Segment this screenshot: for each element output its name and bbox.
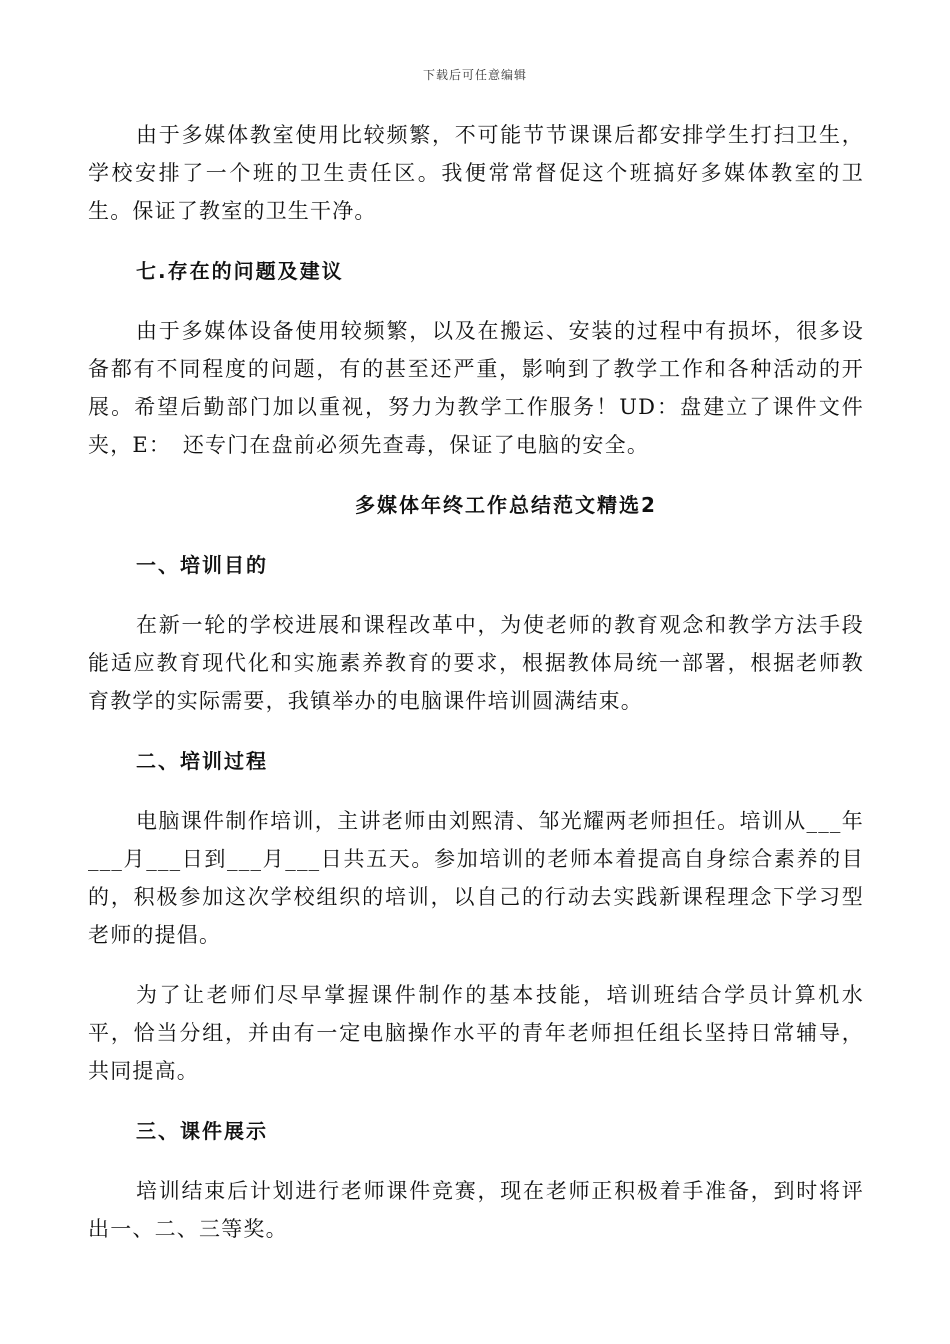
paragraph-courseware-competition: 培训结束后计划进行老师课件竞赛，现在老师正积极着手准备，到时将评出一、二、三等奖。 (88, 1179, 864, 1241)
paragraph-classroom-hygiene: 由于多媒体教室使用比较频繁，不可能节节课课后都安排学生打扫卫生，学校安排了一个班的卫生责任区。我便常常督促这个班搞好多媒体教室的卫生。保证了教室的卫生干净。 (88, 123, 864, 223)
heading-training-process: 二、培训过程 (136, 749, 268, 773)
document-body (88, 116, 864, 1270)
heading-training-purpose: 一、培训目的 (136, 553, 268, 577)
paragraph-grouping: 为了让老师们尽早掌握课件制作的基本技能，培训班结合学员计算机水平，恰当分组，并由有一定电脑操作水平的青年老师担任组长坚持日常辅导，共同提高。 (88, 983, 864, 1083)
header-note: 下载后可任意编辑 (422, 68, 527, 82)
heading-problems-suggestions: 七.存在的问题及建议 (136, 259, 344, 283)
paragraph-training-purpose: 在新一轮的学校进展和课程改革中，为使老师的教育观念和教学方法手段能适应教育现代化和实施素养教育的要求，根据教体局统一部署，根据老师教育教学的实际需要，我镇举办的电脑课件培训圆满结束。 (88, 613, 864, 713)
paragraph-equipment-issues: 由于多媒体设备使用较频繁，以及在搬运、安装的过程中有损坏，很多设备都有不同程度的问题，有的甚至还严重，影响到了教学工作和各种活动的开展。希望后勤部门加以重视，努力为教学工作服务！UD：盘建立了课件文件夹，E： 还专门在盘前必须先查毒，保证了电脑的安全。 (88, 319, 864, 457)
heading-courseware-showcase: 三、课件展示 (136, 1119, 268, 1143)
paragraph-training-process: 电脑课件制作培训，主讲老师由刘熙清、邹光耀两老师担任。培训从___年___月___日到___月___日共五天。参加培训的老师本着提高自身综合素养的目的，积极参加这次学校组织的培训，以自己的行动去实践新课程理念下学习型老师的提倡。 (88, 809, 864, 947)
article-title: 多媒体年终工作总结范文精选2 (355, 493, 657, 517)
